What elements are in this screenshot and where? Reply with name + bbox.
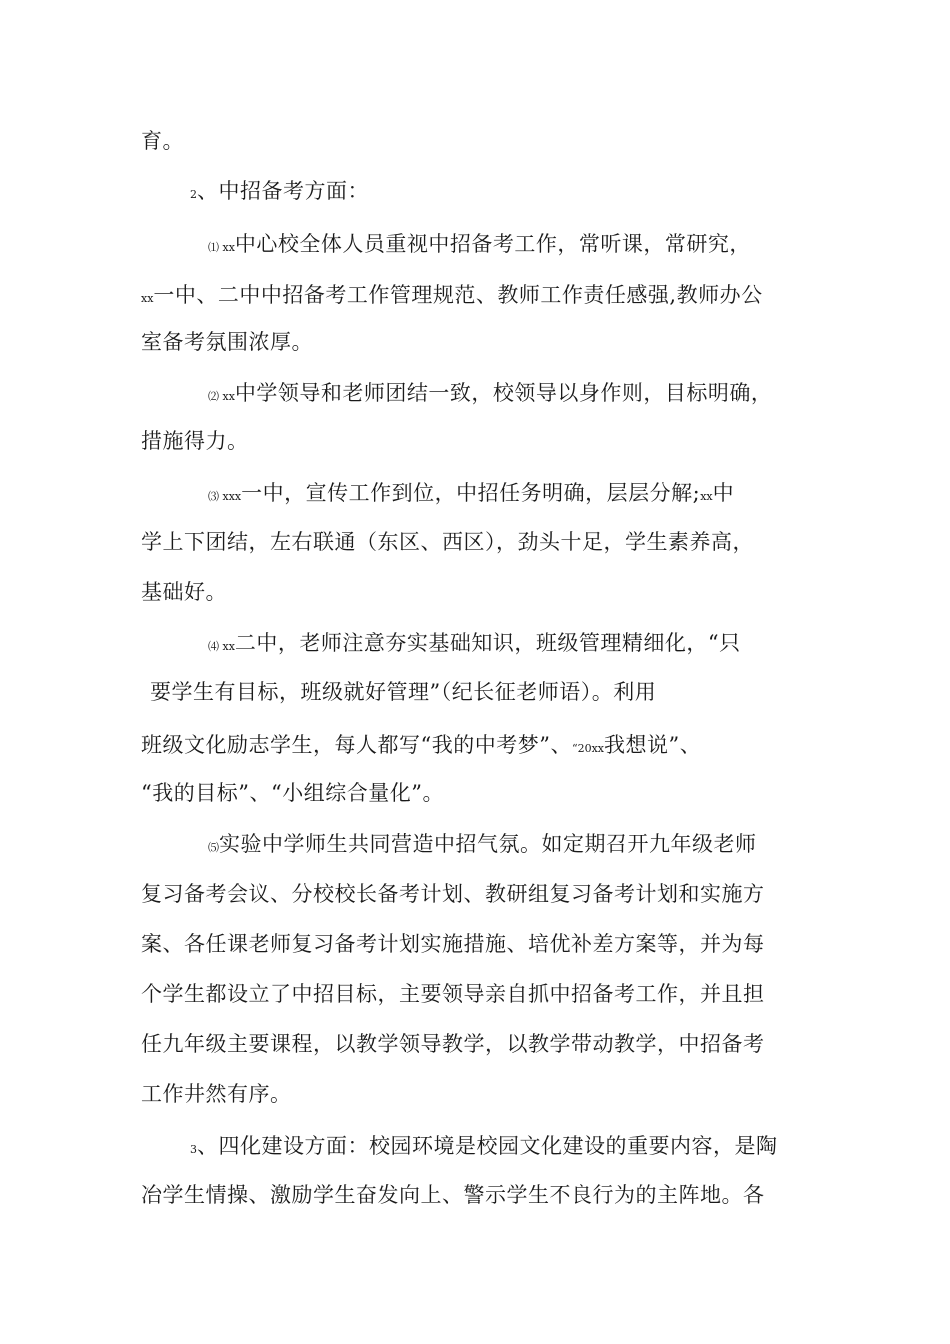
text-line: ⑶ xxx一中，宣传工作到位，中招任务明确，层层分解;xx中 — [208, 481, 735, 505]
text-line: 工作井然有序。 — [141, 1082, 292, 1106]
text-line: 室备考氛围浓厚。 — [141, 330, 313, 354]
section-heading: 3、四化建设方面：校园环境是校园文化建设的重要内容，是陶 — [190, 1134, 778, 1158]
section-heading: 2、中招备考方面： — [190, 179, 369, 203]
text-line: 育。 — [141, 129, 184, 153]
text-line: ⑴ xx中心校全体人员重视中招备考工作，常听课，常研究， — [208, 232, 751, 256]
text-line: xx一中、二中中招备考工作管理规范、教师工作责任感强,教师办公 — [141, 283, 763, 307]
text-line: 班级文化励志学生，每人都写“我的中考梦”、“20xx我想说”、 — [141, 733, 702, 757]
text-line: “我的目标”、“小组综合量化”。 — [141, 781, 444, 805]
text-line: 措施得力。 — [141, 429, 249, 453]
text-line: ⑷ xx二中，老师注意夯实基础知识，班级管理精细化，“只 — [208, 631, 741, 655]
text-line: 复习备考会议、分校校长备考计划、教研组复习备考计划和实施方 — [141, 882, 765, 906]
text-line: 个学生都设立了中招目标，主要领导亲自抓中招备考工作，并且担 — [141, 982, 765, 1006]
text-line: 要学生有目标，班级就好管理”（纪长征老师语）。利用 — [150, 680, 657, 704]
text-line: 任九年级主要课程，以教学领导教学，以教学带动教学，中招备考 — [141, 1032, 765, 1056]
text-line: ⑸实验中学师生共同营造中招气氛。如定期召开九年级老师 — [208, 832, 757, 856]
text-line: 冶学生情操、激励学生奋发向上、警示学生不良行为的主阵地。各 — [141, 1183, 765, 1207]
text-line: 学上下团结，左右联通（东区、西区），劲头十足，学生素养高， — [141, 530, 754, 554]
text-line: 基础好。 — [141, 580, 227, 604]
text-line: 案、各任课老师复习备考计划实施措施、培优补差方案等，并为每 — [141, 932, 765, 956]
text-line: ⑵ xx中学领导和老师团结一致，校领导以身作则，目标明确， — [208, 381, 773, 405]
